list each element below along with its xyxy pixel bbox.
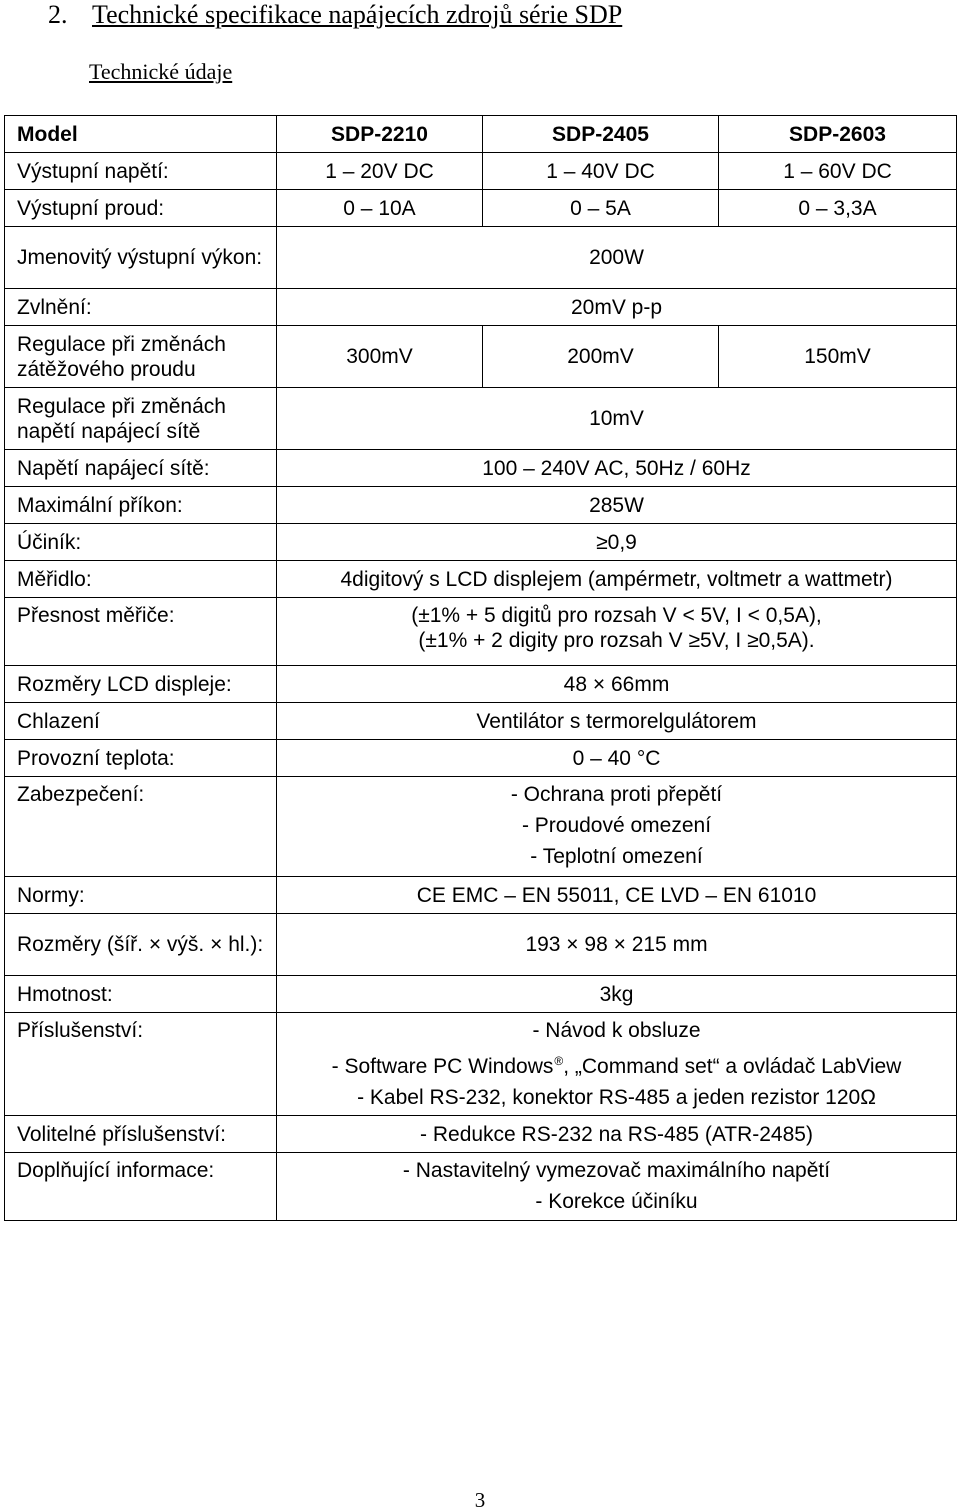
- power-factor-label: Účiník:: [5, 524, 277, 561]
- output-current-value: 0 – 10A: [277, 190, 483, 227]
- lcd-size-value: 48 × 66mm: [277, 666, 957, 703]
- page-number: 3: [474, 1488, 486, 1512]
- accessories-line: - Návod k obsluze: [532, 1019, 701, 1042]
- section-title: Technické specifikace napájecích zdrojů série SDP: [92, 0, 623, 29]
- table-row: [5, 976, 957, 1013]
- operating-temp-label: Provozní teplota:: [5, 740, 277, 777]
- table-row: [5, 1153, 957, 1221]
- accuracy-line: (±1% + 5 digitů pro rozsah V < 5V, I < 0,5A),: [411, 604, 822, 627]
- mains-voltage-value: 100 – 240V AC, 50Hz / 60Hz: [277, 450, 957, 487]
- line-regulation-value: 10mV: [277, 388, 957, 450]
- additional-info-label: Doplňující informace:: [5, 1153, 277, 1221]
- table-row: [5, 703, 957, 740]
- protection-label: Zabezpečení:: [5, 777, 277, 877]
- model-sdp-2405: SDP-2405: [483, 116, 719, 153]
- lcd-size-label: Rozměry LCD displeje:: [5, 666, 277, 703]
- protection-line: - Teplotní omezení: [530, 845, 703, 868]
- optional-accessories-label: Volitelné příslušenství:: [5, 1116, 277, 1153]
- table-row: [5, 487, 957, 524]
- table-row: [5, 153, 957, 190]
- table-row: [5, 326, 957, 388]
- meter-value: 4digitový s LCD displejem (ampérmetr, voltmetr a wattmetr): [277, 561, 957, 598]
- cooling-value: Ventilátor s termorelgulátorem: [277, 703, 957, 740]
- accuracy-line: (±1% + 2 digity pro rozsah V ≥5V, I ≥0,5A).: [418, 629, 815, 652]
- model-sdp-2603: SDP-2603: [719, 116, 957, 153]
- accessories-value: [277, 1013, 957, 1116]
- table-row: [5, 777, 957, 877]
- mains-voltage-label: Napětí napájecí sítě:: [5, 450, 277, 487]
- section-number: 2.: [48, 0, 68, 29]
- table-row: [5, 740, 957, 777]
- additional-info-line: - Nastavitelný vymezovač maximálního napětí: [402, 1159, 831, 1182]
- load-regulation-value: 300mV: [277, 326, 483, 388]
- section-heading: [48, 0, 622, 30]
- standards-label: Normy:: [5, 877, 277, 914]
- table-row: [5, 877, 957, 914]
- rated-power-label: Jmenovitý výstupní výkon:: [5, 227, 277, 289]
- load-regulation-value: 150mV: [719, 326, 957, 388]
- table-row: [5, 116, 957, 153]
- table-row: [5, 1013, 957, 1116]
- table-row: [5, 227, 957, 289]
- accessories-software-text-rest: , „Command set“ a ovládač LabView: [563, 1055, 902, 1078]
- output-voltage-value: 1 – 60V DC: [719, 153, 957, 190]
- protection-line: - Proudové omezení: [521, 814, 712, 837]
- weight-label: Hmotnost:: [5, 976, 277, 1013]
- table-row: [5, 598, 957, 666]
- table-row: [5, 914, 957, 976]
- protection-line: - Ochrana proti přepětí: [510, 783, 723, 806]
- optional-accessories-value: - Redukce RS-232 na RS-485 (ATR-2485): [277, 1116, 957, 1153]
- operating-temp-value: 0 – 40 °C: [277, 740, 957, 777]
- ripple-value: 20mV p-p: [277, 289, 957, 326]
- weight-value: 3kg: [277, 976, 957, 1013]
- output-voltage-value: 1 – 20V DC: [277, 153, 483, 190]
- accessories-software-text: - Software PC Windows: [331, 1055, 554, 1078]
- dimensions-value: 193 × 98 × 215 mm: [277, 914, 957, 976]
- additional-info-value: [277, 1153, 957, 1221]
- output-current-value: 0 – 5A: [483, 190, 719, 227]
- max-input-label: Maximální příkon:: [5, 487, 277, 524]
- additional-info-line: - Korekce účiníku: [535, 1190, 698, 1213]
- meter-label: Měřidlo:: [5, 561, 277, 598]
- cooling-label: Chlazení: [5, 703, 277, 740]
- accessories-label: Příslušenství:: [5, 1013, 277, 1116]
- model-sdp-2210: SDP-2210: [277, 116, 483, 153]
- rated-power-value: 200W: [277, 227, 957, 289]
- load-regulation-value: 200mV: [483, 326, 719, 388]
- table-row: [5, 1116, 957, 1153]
- power-factor-value: ≥0,9: [277, 524, 957, 561]
- table-row: [5, 289, 957, 326]
- accessories-line: [289, 1049, 944, 1079]
- standards-value: CE EMC – EN 55011, CE LVD – EN 61010: [277, 877, 957, 914]
- output-voltage-label: Výstupní napětí:: [5, 153, 277, 190]
- model-label: Model: [5, 116, 277, 153]
- table-row: [5, 190, 957, 227]
- table-row: [5, 450, 957, 487]
- table-row: [5, 561, 957, 598]
- accuracy-value: [277, 598, 957, 666]
- protection-value: [277, 777, 957, 877]
- output-current-label: Výstupní proud:: [5, 190, 277, 227]
- ripple-label: Zvlnění:: [5, 289, 277, 326]
- output-current-value: 0 – 3,3A: [719, 190, 957, 227]
- max-input-value: 285W: [277, 487, 957, 524]
- spec-table: [4, 115, 957, 1221]
- line-regulation-label: Regulace při změnách napětí napájecí sítě: [5, 388, 277, 450]
- registered-mark: ®: [554, 1054, 564, 1068]
- accuracy-label: Přesnost měřiče:: [5, 598, 277, 666]
- dimensions-label: Rozměry (šíř. × výš. × hl.):: [5, 914, 277, 976]
- load-regulation-label: Regulace při změnách zátěžového proudu: [5, 326, 277, 388]
- table-row: [5, 666, 957, 703]
- output-voltage-value: 1 – 40V DC: [483, 153, 719, 190]
- table-row: [5, 388, 957, 450]
- accessories-line: - Kabel RS-232, konektor RS-485 a jeden rezistor 120Ω: [357, 1086, 876, 1109]
- subheading: Technické údaje: [89, 59, 233, 84]
- table-row: [5, 524, 957, 561]
